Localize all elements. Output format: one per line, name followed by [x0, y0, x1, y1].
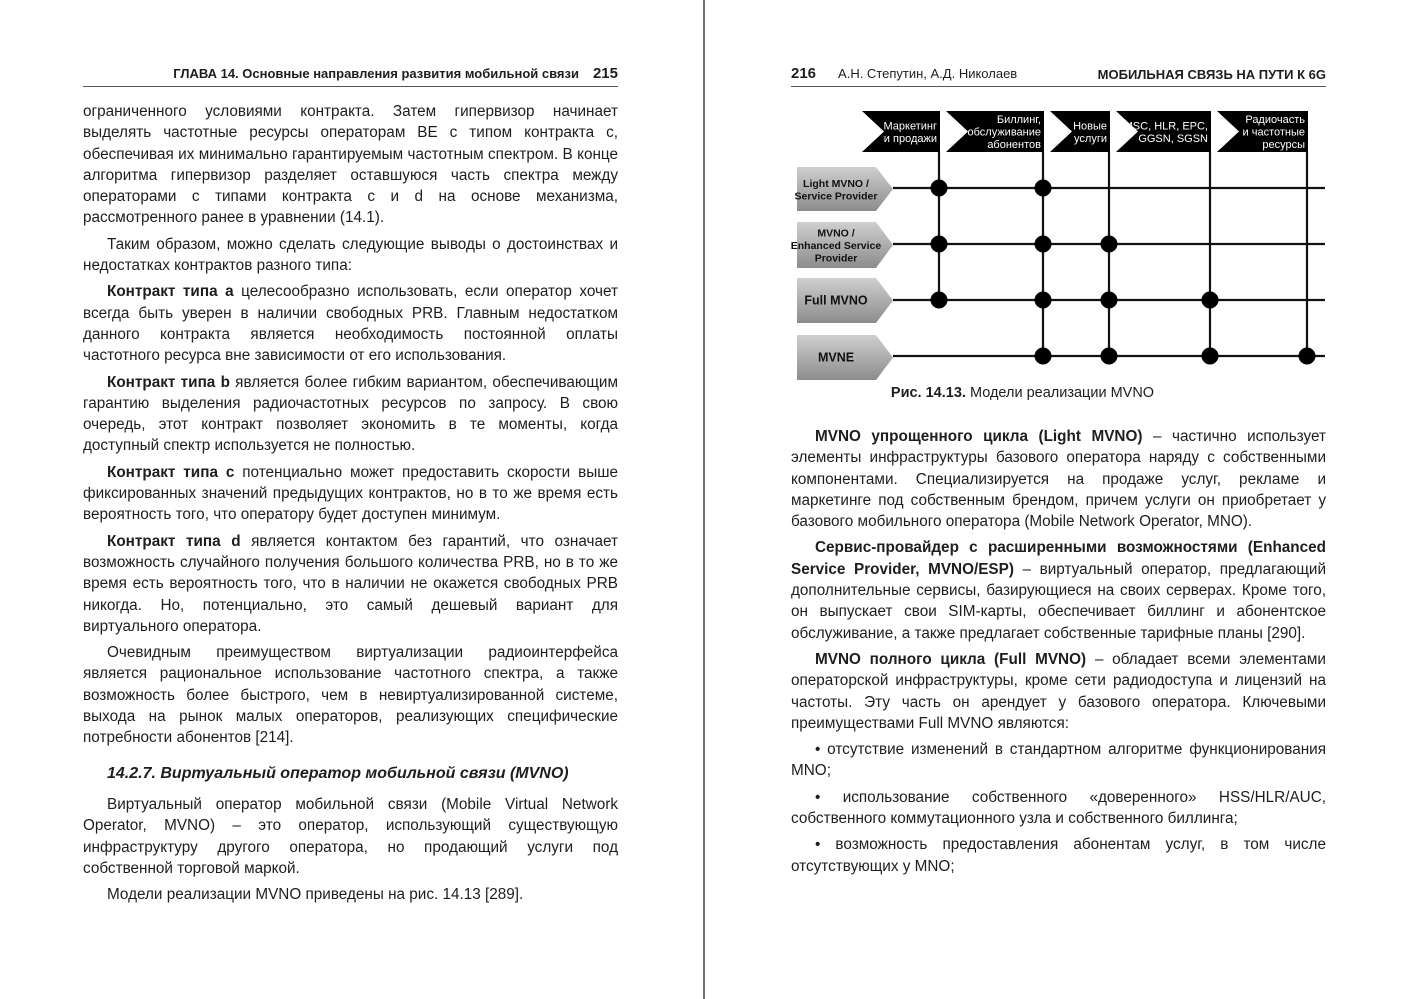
column-flag [1217, 111, 1308, 152]
dot-marker [1101, 292, 1118, 309]
row-label [795, 167, 893, 211]
column-flag [862, 111, 940, 152]
mvno-models-figure [0, 0, 1411, 400]
bullet-item: • возможность предоставления абонентам услуг, в том числе отсутствующих у MNO; [791, 836, 1326, 875]
dot-marker [1101, 236, 1118, 253]
paragraph: MVNO упрощенного цикла (Light MVNO) – частично использует элементы инфраструктуры базового оператора наряду с собственными компонентами. Специализируется на продаже услуг, рекламе и маркетинге под собственным брендом, причем услуги он приобретает у базового мобильного оператора (Mobile Network Operator, MNO). [791, 428, 1326, 531]
dot-marker [1035, 292, 1052, 309]
column-flag [946, 111, 1044, 152]
paragraph: Контракт типа c потенциально может предоставить скорости выше фиксированных значений предыдущих контрактов, но в то же время есть вероятность того, что оператору будет доступен минимум. [83, 463, 618, 524]
dot-marker [1299, 348, 1316, 365]
svg-text:Provider: Provider [814, 252, 858, 265]
svg-text:Light MVNO /: Light MVNO / [803, 177, 869, 190]
dot-marker [1035, 236, 1052, 253]
paragraph: Контракт типа d является контактом без гарантий, что означает возможность случайного получения большого количества PRB, но в то же время есть вероятность того, что в наличии не окажется свободных PRB никогда. Но, потенциально, это самый дешевый вариант для виртуального оператора. [83, 532, 618, 635]
row-label [797, 278, 893, 323]
dot-marker [931, 236, 948, 253]
dot-marker [1202, 292, 1219, 309]
svg-text:MVNO /: MVNO / [817, 227, 855, 240]
svg-text:Маркетинг: Маркетинг [883, 120, 937, 133]
paragraph: MVNO полного цикла (Full MVNO) – обладает всеми элементами операторской инфраструктуры, кроме сети радиодоступа и лицензий на частоты. Эту часть он арендует у базового оператора. Ключевыми преимуществами Full MVNO являются: [791, 650, 1326, 732]
svg-text:Новые: Новые [1073, 120, 1107, 133]
paragraph: Модели реализации MVNO приведены на рис. 14.13 [289]. [107, 886, 524, 904]
svg-text:Радиочасть: Радиочасть [1245, 114, 1305, 126]
column-flag [1050, 111, 1110, 152]
right-body [791, 426, 1326, 882]
paragraph: Виртуальный оператор мобильной связи (Mobile Virtual Network Operator, MVNO) – это оператор, использующий существующую инфраструктуру другого оператора, но продающий услуги под собственной торговой маркой. [83, 795, 618, 877]
paragraph: Контракт типа a целесообразно использовать, если оператор хочет всегда быть уверен в наличии свободных PRB. Главным недостатком данного контракта является необходимость постоянной оплаты частотного ресурса вне зависимости от его использования. [83, 283, 619, 365]
row-labels [791, 167, 893, 380]
svg-text:и частотные: и частотные [1242, 126, 1305, 139]
paragraph: Очевидным преимуществом виртуализации радиоинтерфейса является рациональное использование частотного спектра, а также возможность более быстрого, чем в невиртуализированной системе, выхода на рынок малых операторов, реализующих специфические потребности абонентов [214]. [83, 644, 618, 747]
column-lines [939, 152, 1307, 356]
svg-text:Enhanced Service: Enhanced Service [790, 240, 882, 252]
page-number: 216 [791, 65, 817, 82]
svg-text:и продажи: и продажи [883, 132, 937, 145]
svg-text:MVNE: MVNE [817, 350, 855, 365]
figure-caption: Рис. 14.13. Модели реализации MVNO [890, 385, 1155, 401]
svg-text:ресурсы: ресурсы [1262, 139, 1305, 151]
column-flags [862, 111, 1308, 152]
dot-marker [931, 180, 948, 197]
section-heading: 14.2.7. Виртуальный оператор мобильной связи (MVNO) [107, 764, 569, 782]
authors: А.Н. Степутин, А.Д. Николаев [838, 66, 1018, 81]
intersection-dots [931, 180, 1316, 365]
dot-marker [1202, 348, 1219, 365]
svg-text:MSC, HLR, EPC,: MSC, HLR, EPC, [1123, 120, 1208, 133]
book-title: МОБИЛЬНАЯ СВЯЗЬ НА ПУТИ К 6G [1097, 67, 1326, 82]
page-number: 215 [592, 65, 618, 82]
paragraph: Контракт типа b является более гибким вариантом, обеспечивающим гарантию выделения радиочастотных ресурсов по запросу. В свою очередь, этот контракт позволяет экономить в те моменты, когда доступный спектр используется не полностью. [83, 373, 618, 455]
svg-text:абонентов: абонентов [987, 139, 1041, 151]
dot-marker [931, 292, 948, 309]
dot-marker [1035, 348, 1052, 365]
svg-text:Биллинг,: Биллинг, [996, 114, 1041, 126]
paragraph: Сервис-провайдер с расширенными возможностями (Enhanced Service Provider, MVNO/ESP) – виртуальный оператор, предлагающий дополнительные сервисы, базирующиеся на своих серверах. Кроме того, он выпускает свои SIM-карты, обеспечивает биллинг и абонентское обслуживание, а также предлагает собственные тарифные планы [290]. [791, 539, 1326, 642]
row-label [797, 335, 893, 380]
svg-text:услуги: услуги [1074, 132, 1107, 145]
paragraph: ограниченного условиями контракта. Затем гипервизор начинает выделять частотные ресурсы операторам BE с типом контракта c, обеспечивая их минимально гарантируемым частотным спектром. В конце алгоритма гипервизор разделяет оставшуюся часть спектра между операторами с типами контракта c и d на основе механизма, рассмотренного ранее в уравнении (14.1). [83, 103, 618, 227]
dot-marker [1101, 348, 1118, 365]
svg-text:GGSN, SGSN: GGSN, SGSN [1138, 132, 1208, 145]
paragraph: Таким образом, можно сделать следующие выводы о достоинствах и недостатках контрактов разного типа: [83, 235, 618, 275]
svg-text:обслуживание: обслуживание [967, 126, 1041, 139]
column-flag [1116, 111, 1211, 152]
svg-text:Service Provider: Service Provider [794, 190, 878, 203]
row-label [791, 222, 893, 268]
bullet-item: • отсутствие изменений в стандартном алгоритме функционирования MNO; [791, 741, 1326, 780]
svg-text:Full MVNO: Full MVNO [804, 293, 868, 308]
bullet-item: • использование собственного «доверенного» HSS/HLR/AUC, собственного коммутационного узла и собственного биллинга; [791, 788, 1326, 828]
chapter-title: ГЛАВА 14. Основные направления развития мобильной связи [173, 66, 579, 81]
dot-marker [1035, 180, 1052, 197]
